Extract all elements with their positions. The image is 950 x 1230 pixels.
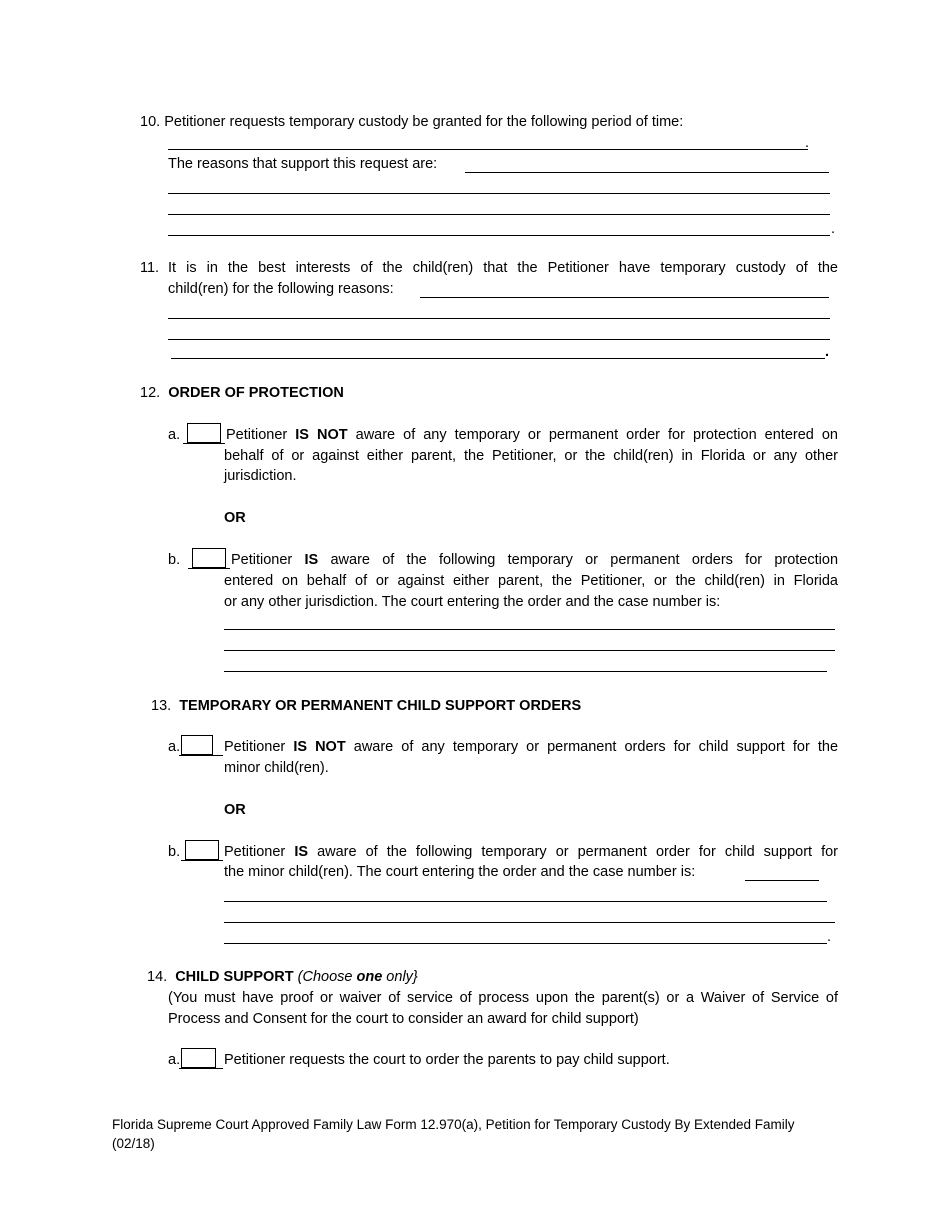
reasons-label: The reasons that support this request are: (168, 156, 438, 172)
option-b-label: b. (168, 552, 181, 568)
section-13-title: TEMPORARY OR PERMANENT CHILD SUPPORT ORDERS (179, 698, 582, 714)
section-12-number: 12. (140, 385, 161, 401)
case-number-line[interactable] (745, 880, 819, 881)
section-13-heading (151, 696, 581, 716)
protection-order-line-2[interactable] (224, 650, 835, 651)
checkbox-underline (179, 755, 223, 756)
petitioner-word: Petitioner (224, 844, 286, 860)
petitioner-word: Petitioner (226, 427, 288, 443)
option-a-label: a. (168, 427, 181, 443)
child-support-order-line-2[interactable] (224, 922, 835, 923)
section-14-heading (147, 967, 418, 987)
child-support-a-line1 (224, 737, 838, 757)
order-protection-aware-checkbox[interactable] (192, 548, 226, 568)
child-support-order-line-3[interactable] (224, 943, 827, 944)
period-mark: . (827, 929, 832, 945)
reasons-line-3[interactable] (168, 214, 830, 215)
option-a-label: a. (168, 739, 181, 755)
checkbox-underline (179, 1068, 223, 1069)
section-10 (140, 112, 683, 132)
checkbox-underline (181, 860, 223, 861)
order-protection-a-line2: behalf of or against either parent, the Petitioner, or the child(ren) in Florida or any other (224, 448, 838, 464)
section-14-number: 14. (147, 969, 168, 985)
choose-one-emphasis: one (356, 969, 383, 985)
choose-instruction: (Choose (297, 969, 357, 985)
or-separator: OR (224, 802, 246, 818)
period-mark: . (831, 221, 836, 237)
child-support-b-line1 (224, 842, 838, 862)
option-b-label: b. (168, 844, 181, 860)
reasons-line-4[interactable] (168, 235, 830, 236)
service-note-line1: (You must have proof or waiver of service of process upon the parent(s) or a Waiver of Service of (168, 990, 838, 1006)
child-support-not-aware-checkbox[interactable] (181, 735, 213, 755)
child-support-order-line-1[interactable] (224, 901, 827, 902)
reasons-line-2[interactable] (168, 193, 830, 194)
is-not-bold: IS NOT (293, 739, 346, 755)
child-support-a-text: aware of any temporary or permanent orders for child support for the (353, 739, 839, 755)
best-interest-line-4[interactable] (171, 358, 825, 359)
section-11-number: 11. (140, 260, 160, 276)
section-12-heading (140, 383, 344, 403)
child-support-b-line2: the minor child(ren). The court entering the order and the case number is: (224, 864, 696, 880)
checkbox-underline (188, 568, 230, 569)
section-10-number: 10. (140, 114, 161, 130)
protection-order-line-3[interactable] (224, 671, 827, 672)
choose-instruction-end: only} (382, 969, 418, 985)
section-11-text-line2: child(ren) for the following reasons: (168, 281, 394, 297)
footer-form-date: (02/18) (112, 1136, 155, 1151)
petitioner-word: Petitioner (231, 552, 293, 568)
section-10-text: Petitioner requests temporary custody be granted for the following period of time: (164, 114, 684, 130)
option-a-label: a. (168, 1052, 181, 1068)
child-support-b-text: aware of the following temporary or permanent order for child support for (317, 844, 839, 860)
order-protection-a-text: aware of any temporary or permanent order for protection entered on (355, 427, 838, 443)
is-bold: IS (294, 844, 309, 860)
period-mark: . (825, 344, 830, 360)
protection-order-line-1[interactable] (224, 629, 835, 630)
order-protection-a-line1 (226, 425, 838, 445)
order-protection-b-line1 (231, 550, 838, 570)
order-protection-b-line2: entered on behalf of or against either parent, the Petitioner, or the child(ren) in Florida (224, 573, 838, 589)
custody-period-line[interactable] (168, 149, 808, 150)
petitioner-word: Petitioner (224, 739, 286, 755)
order-protection-b-line3: or any other jurisdiction. The court entering the order and the case number is: (224, 594, 721, 610)
request-child-support-checkbox[interactable] (181, 1048, 216, 1068)
order-protection-not-aware-checkbox[interactable] (187, 423, 221, 443)
or-separator: OR (224, 510, 246, 526)
order-protection-a-line3: jurisdiction. (224, 468, 297, 484)
period-mark: . (805, 135, 810, 151)
reasons-line-1[interactable] (465, 172, 829, 173)
service-note-line2: Process and Consent for the court to consider an award for child support) (168, 1011, 639, 1027)
best-interest-line-2[interactable] (168, 318, 830, 319)
order-protection-b-text: aware of the following temporary or permanent orders for protection (330, 552, 839, 568)
child-support-a-line2: minor child(ren). (224, 760, 329, 776)
request-child-support-text: Petitioner requests the court to order the parents to pay child support. (224, 1052, 670, 1068)
section-11-text-line1: It is in the best interests of the child(ren) that the Petitioner have temporary custody of the (168, 260, 838, 276)
section-12-title: ORDER OF PROTECTION (168, 385, 344, 401)
best-interest-line-3[interactable] (168, 339, 830, 340)
is-not-bold: IS NOT (295, 427, 348, 443)
section-14-title: CHILD SUPPORT (175, 969, 294, 985)
footer-form-title: Florida Supreme Court Approved Family Law Form 12.970(a), Petition for Temporary Custody By Extended Family (112, 1117, 795, 1132)
checkbox-underline (183, 443, 225, 444)
child-support-aware-checkbox[interactable] (185, 840, 219, 860)
section-13-number: 13. (151, 698, 172, 714)
is-bold: IS (304, 552, 319, 568)
best-interest-line-1[interactable] (420, 297, 829, 298)
